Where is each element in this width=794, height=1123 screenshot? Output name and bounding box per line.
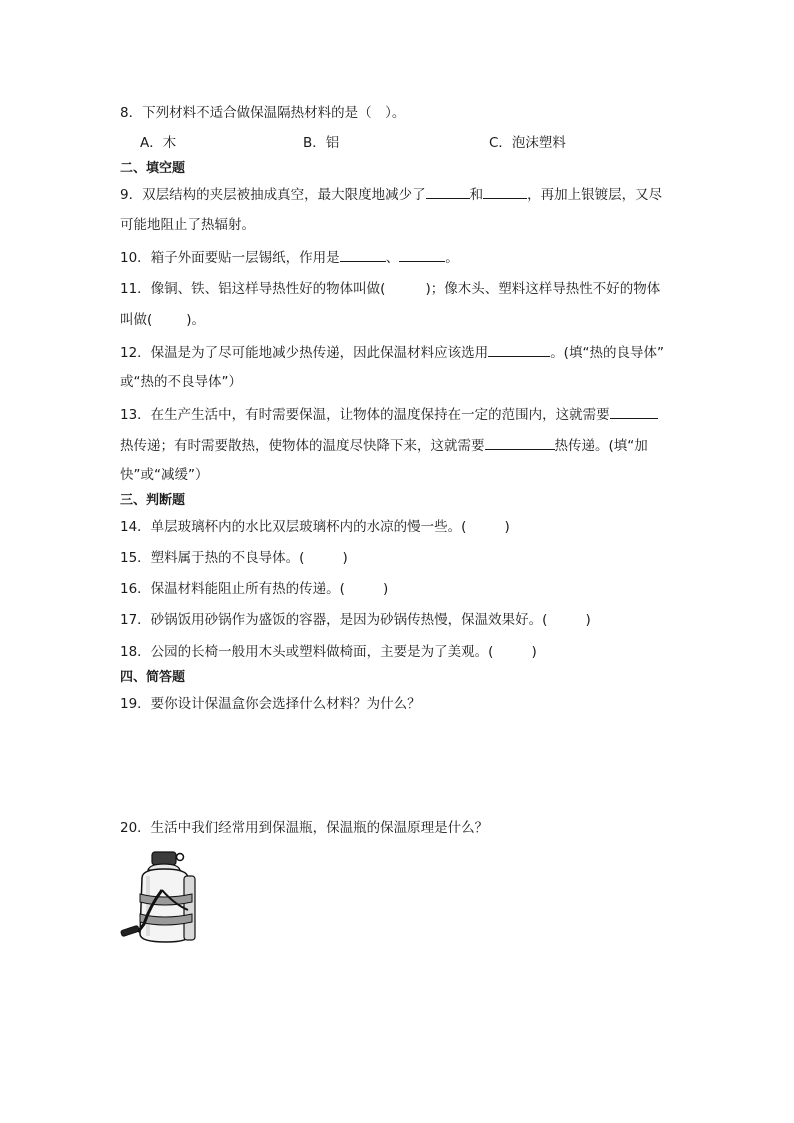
question-9-text-1: 9．双层结构的夹层被抽成真空，最大限度地减少了: [120, 187, 426, 203]
thermos-flask-icon: [118, 848, 202, 946]
question-13-line-2: [120, 436, 648, 455]
question-10: [120, 248, 459, 267]
question-10-text-1: 10．箱子外面要贴一层锡纸，作用是: [120, 250, 340, 266]
question-13-text-1: 13．在生产生活中，有时需要保温，让物体的温度保持在一定的范围内，这就需要: [120, 407, 610, 423]
question-19: 19．要你设计保温盒你会选择什么材料？为什么？: [120, 696, 421, 712]
question-15-text: 15．塑料属于热的不良导体。(: [120, 550, 305, 566]
question-14-text: 14．单层玻璃杯内的水比双层玻璃杯内的水凉的慢一些。(: [120, 519, 467, 535]
question-15: [120, 549, 348, 567]
question-12-line-2: 或“热的不良导体”）: [120, 374, 242, 390]
question-13-text-2: 热传递；有时需要散热，使物体的温度尽快降下来，这就需要: [120, 438, 485, 454]
question-13-line-3: 快”或“减缓”）: [120, 467, 209, 483]
question-11-text-3: 叫做(: [120, 312, 153, 328]
question-16: [120, 580, 388, 598]
question-8-stem: 8．下列材料不适合做保温隔热材料的是（ ）。: [120, 105, 406, 121]
question-12: [120, 343, 664, 362]
question-9: [120, 185, 662, 204]
question-8-option-c: C．泡沫塑料: [489, 135, 566, 151]
question-9-text-2: 和: [469, 187, 484, 203]
question-17: [120, 611, 591, 629]
question-16-close: ): [382, 581, 389, 597]
question-8: [120, 104, 405, 122]
section-heading-short-answer: 四、简答题: [120, 670, 186, 685]
question-13-blank-2[interactable]: [485, 436, 555, 450]
question-10-blank-1[interactable]: [340, 248, 386, 262]
question-12-blank[interactable]: [488, 343, 550, 357]
section-heading-true-false: 三、判断题: [120, 493, 186, 508]
question-13-text-3: 热传递。(填“加: [554, 438, 648, 454]
question-18-text: 18．公园的长椅一般用木头或塑料做椅面，主要是为了美观。(: [120, 644, 494, 660]
question-10-text-3: 。: [445, 250, 459, 266]
question-11-text-2: )；像木头、塑料这样导热性不好的物体: [425, 281, 661, 297]
question-9-line-2: 可能地阻止了热辐射。: [120, 217, 255, 233]
question-8-option-a: A．木: [140, 135, 177, 151]
question-17-text: 17．砂锅饭用砂锅作为盛饭的容器，是因为砂锅传热慢，保温效果好。(: [120, 612, 548, 628]
question-15-close: ): [342, 550, 348, 566]
question-12-text-2: 。(填“热的良导体”: [550, 345, 664, 361]
section-heading-fill-in: 二、填空题: [120, 161, 186, 176]
question-11: [120, 280, 660, 298]
question-11-text-1: 11．像铜、铁、铝这样导热性好的物体叫做(: [120, 281, 386, 297]
question-18-close: ): [531, 644, 537, 660]
question-11-line-2: [120, 311, 205, 329]
question-18: [120, 643, 537, 661]
question-13-blank-1[interactable]: [610, 405, 658, 419]
question-14-close: ): [504, 519, 510, 535]
question-8-option-b: B．铝: [303, 135, 340, 151]
question-13: [120, 405, 658, 424]
question-14: [120, 518, 510, 536]
question-9-text-3: ，再加上银镀层，又尽: [527, 187, 663, 203]
question-17-close: ): [585, 612, 591, 628]
question-12-text-1: 12．保温是为了尽可能地减少热传递，因此保温材料应该选用: [120, 345, 489, 361]
question-9-blank-1[interactable]: [426, 185, 470, 199]
question-10-text-2: 、: [385, 250, 400, 266]
question-20: 20．生活中我们经常用到保温瓶，保温瓶的保温原理是什么？: [120, 820, 489, 836]
question-10-blank-2[interactable]: [399, 248, 445, 262]
question-11-text-4: )。: [186, 312, 206, 328]
question-16-text: 16．保温材料能阻止所有热的传递。(: [120, 581, 345, 597]
question-9-blank-2[interactable]: [483, 185, 527, 199]
